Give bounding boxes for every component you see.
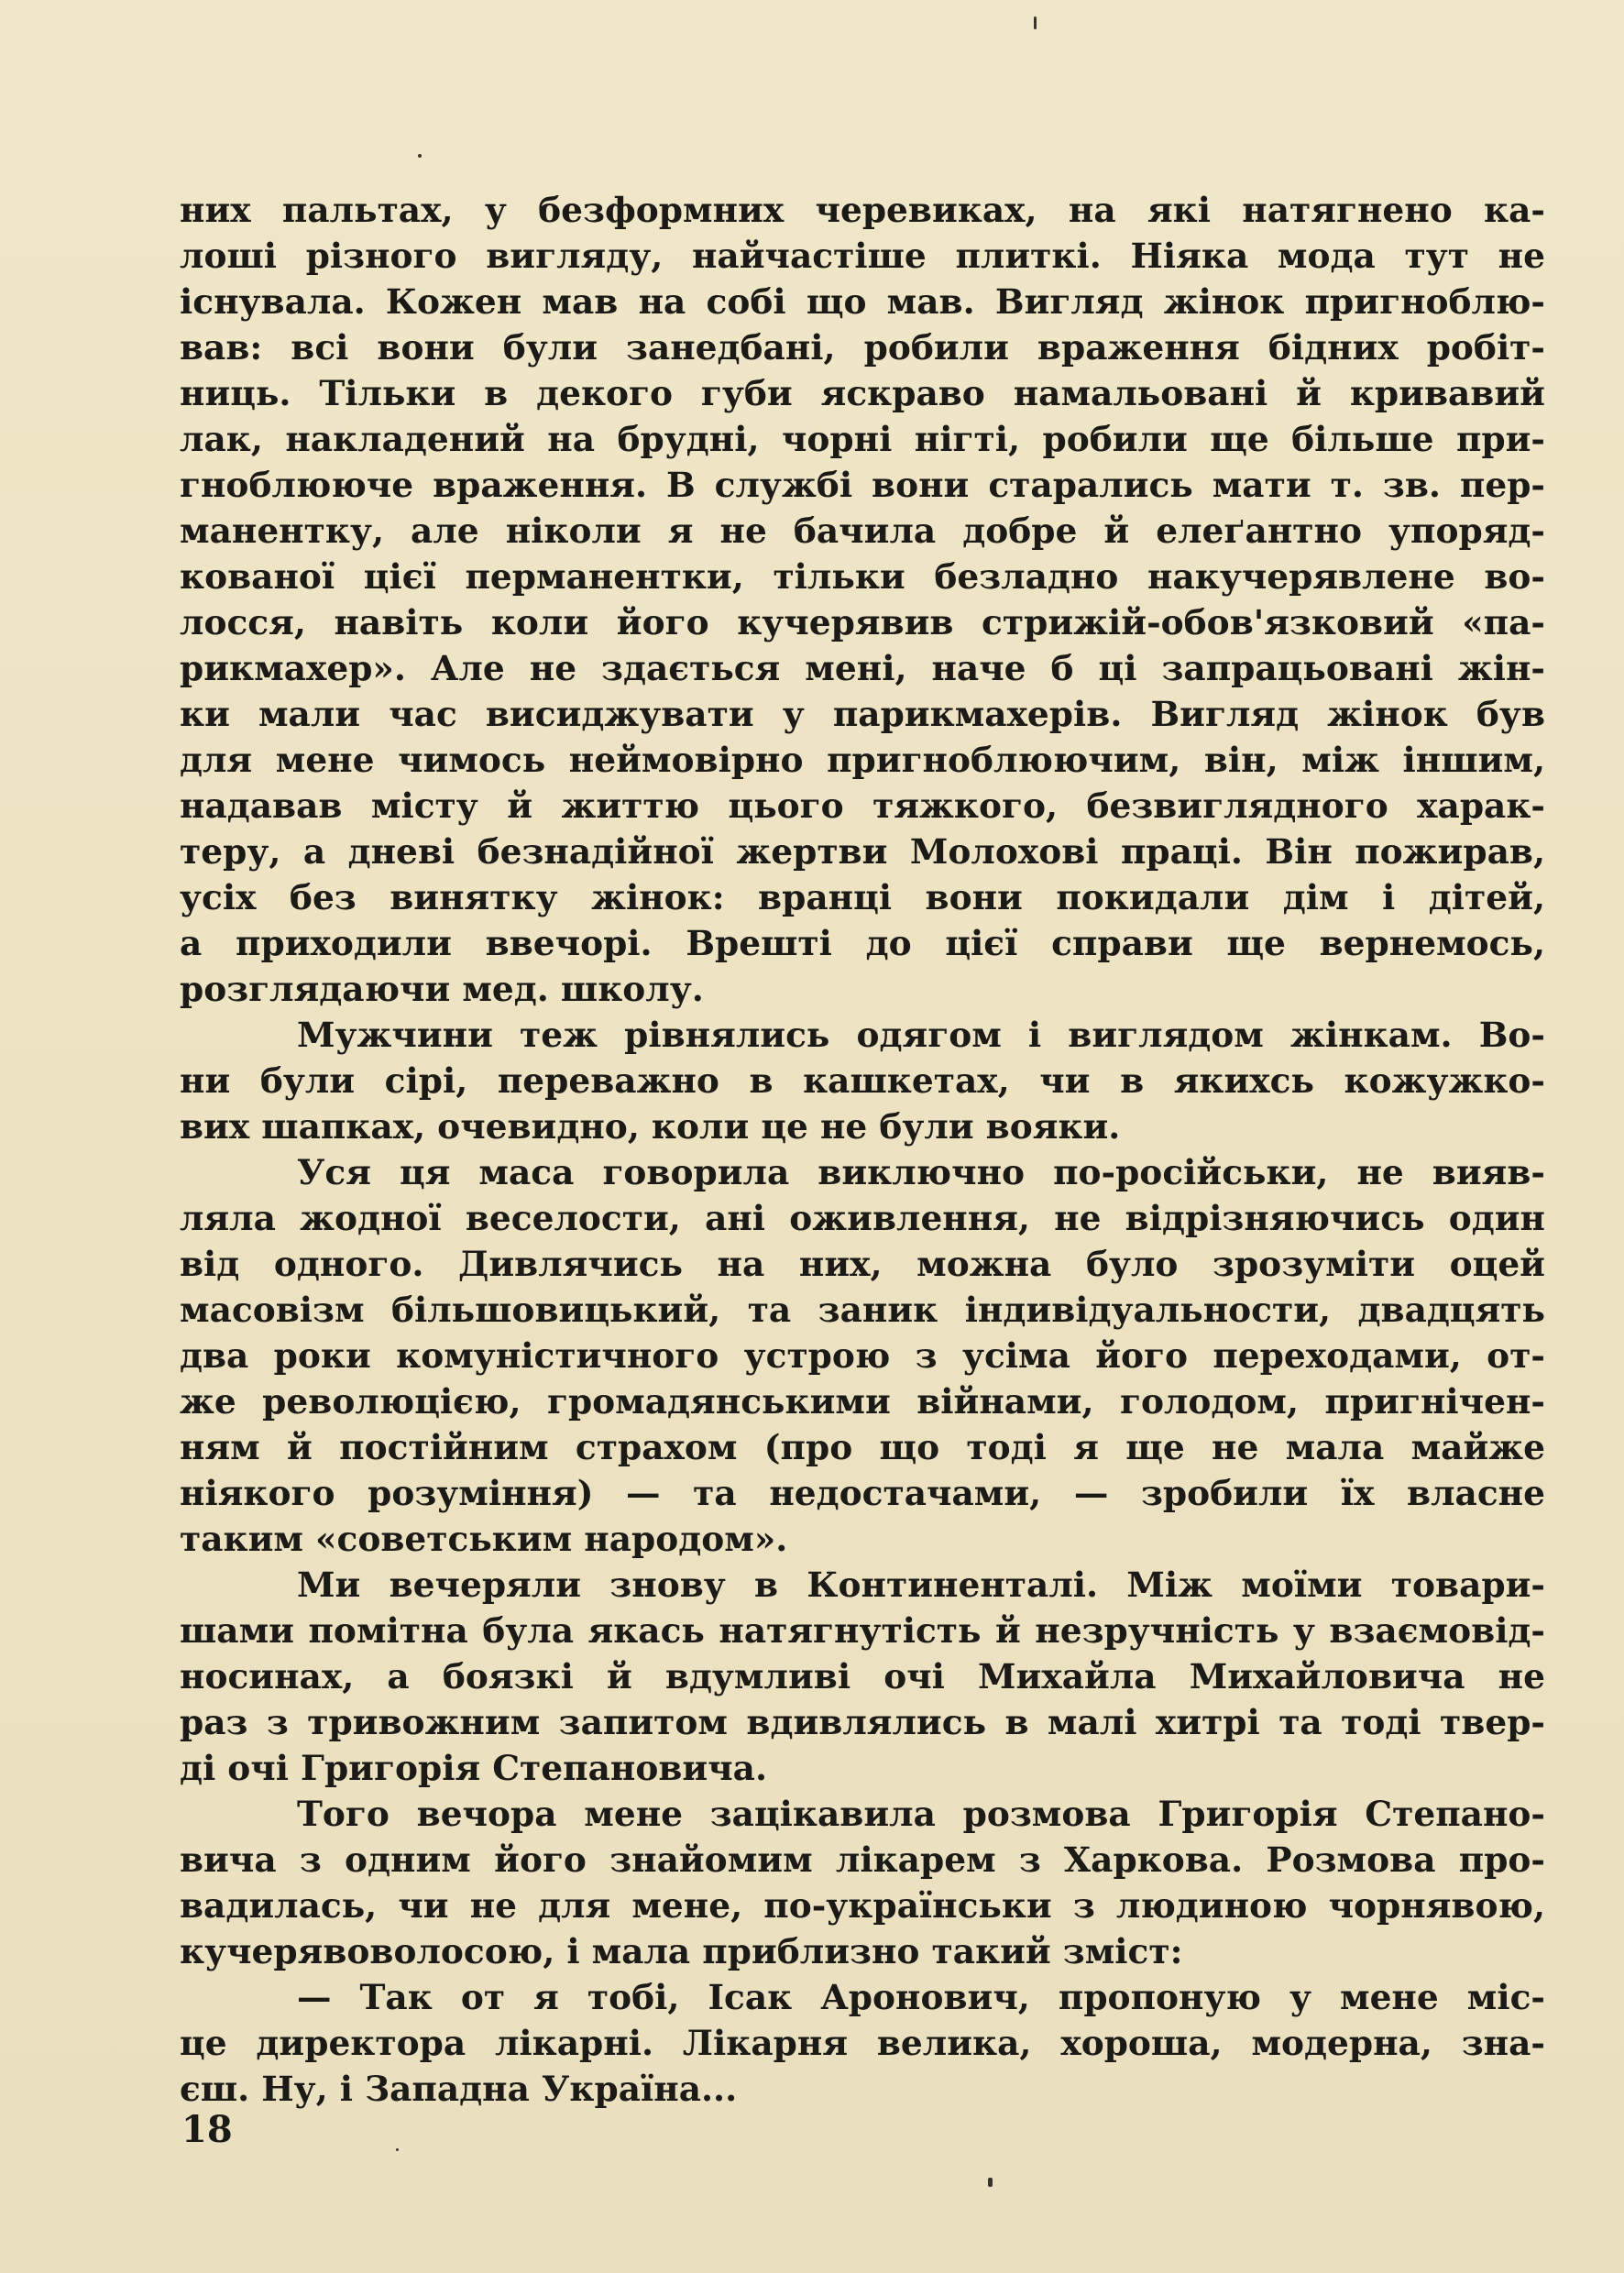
text-line: ді очі Григорія Степановича. [180, 1748, 768, 1788]
text-line: рикмахер». Але не здається мені, наче б ці запрацьовані жін- [180, 648, 1545, 688]
text-line: таким «советським народом». [180, 1519, 788, 1559]
paragraph [180, 187, 1545, 1012]
page-number: 18 [181, 2108, 233, 2151]
page-text [180, 187, 1545, 2112]
text-line: вих шапках, очевидно, коли це не були вояки. [180, 1106, 1121, 1147]
text-line: розглядаючи мед. школу. [180, 969, 704, 1009]
text-line: це директора лікарні. Лікарня велика, хороша, модерна, зна- [180, 2023, 1545, 2063]
text-line: же революцією, громадянськими війнами, голодом, пригнічен- [180, 1381, 1545, 1422]
text-line: теру, а дневі безнадійної жертви Молохові праці. Він пожирав, [180, 831, 1545, 872]
text-line: лак, накладений на брудні, чорні нігті, робили ще більше при- [180, 419, 1545, 459]
text-line: лоші різного вигляду, найчастіше плиткі. Ніяка мода тут не [180, 236, 1545, 276]
text-line: масовізм більшовицький, та заник індивідуальности, двадцять [180, 1290, 1545, 1330]
text-line: гноблююче враження. В службі вони старались мати т. зв. пер- [180, 465, 1545, 505]
text-line: ляла жодної веселости, ані оживлення, не відрізняючись один [180, 1198, 1545, 1238]
text-line: кованої цієї перманентки, тільки безладно накучерявлене во- [180, 556, 1545, 597]
paper-speck [396, 2148, 399, 2151]
text-line: — Так от я тобі, Ісак Аронович, пропоную у мене міс- [297, 1977, 1545, 2017]
text-line: від одного. Дивлячись на них, можна було зрозуміти оцей [180, 1244, 1545, 1284]
text-line: Ми вечеряли знову в Континенталі. Між моїми товари- [297, 1565, 1545, 1605]
text-line: них пальтах, у безформних черевиках, на які натягнено ка- [180, 190, 1545, 230]
paragraph [180, 1012, 1545, 1149]
text-line: надавав місту й життю цього тяжкого, безвиглядного харак- [180, 785, 1545, 826]
text-line: Того вечора мене зацікавила розмова Григорія Степано- [297, 1794, 1545, 1834]
paper-speck [988, 2178, 993, 2187]
text-line: вича з одним його знайомим лікарем з Харкова. Розмова про- [180, 1839, 1545, 1880]
text-line: єш. Ну, і Западна Україна... [180, 2069, 738, 2109]
paragraph [180, 1791, 1545, 1974]
text-line: існувала. Кожен мав на собі що мав. Вигляд жінок пригноблю- [180, 281, 1545, 322]
paragraph [180, 1149, 1545, 1562]
text-line: а приходили ввечорі. Врешті до цієї справи ще вернемось, [180, 923, 1545, 963]
text-line: ниць. Тільки в декого губи яскраво намальовані й кривавий [180, 373, 1545, 413]
paper-speck [418, 154, 422, 158]
text-line: манентку, але ніколи я не бачила добре й елеґантно упоряд- [180, 511, 1545, 551]
paragraph [180, 1974, 1545, 2112]
paragraph [180, 1562, 1545, 1791]
paper-speck [1034, 16, 1037, 29]
text-line: кучерявоволосою, і мала приблизно такий зміст: [180, 1931, 1183, 1971]
text-line: Уся ця маса говорила виключно по-російськи, не вияв- [297, 1152, 1545, 1192]
text-line: для мене чимось неймовірно пригноблюючим, він, між іншим, [180, 740, 1545, 780]
text-line: ни були сірі, переважно в кашкетах, чи в якихсь кожужко- [180, 1060, 1545, 1101]
text-line: вав: всі вони були занедбані, робили враження бідних робіт- [180, 327, 1545, 368]
text-line: шами помітна була якась натягнутість й незручність у взаємовід- [180, 1610, 1545, 1651]
text-line: ніякого розуміння) — та недостачами, — зробили їх власне [180, 1473, 1545, 1513]
text-line: лосся, навіть коли його кучерявив стрижій-обов'язковий «па- [180, 602, 1545, 642]
text-line: два роки комуністичного устрою з усіма його переходами, от- [180, 1335, 1545, 1376]
text-line: носинах, а боязкі й вдумливі очі Михайла Михайловича не [180, 1656, 1545, 1697]
text-line: ням й постійним страхом (про що тоді я ще не мала майже [180, 1427, 1545, 1467]
text-line: Мужчини теж рівнялись одягом і виглядом жінкам. Во- [297, 1015, 1545, 1055]
text-line: усіх без винятку жінок: вранці вони покидали дім і дітей, [180, 877, 1545, 917]
text-line: ки мали час висиджувати у парикмахерів. Вигляд жінок був [180, 694, 1545, 734]
text-line: раз з тривожним запитом вдивлялись в малі хитрі та тоді твер- [180, 1702, 1545, 1742]
text-line: вадилась, чи не для мене, по-українськи з людиною чорнявою, [180, 1885, 1545, 1926]
